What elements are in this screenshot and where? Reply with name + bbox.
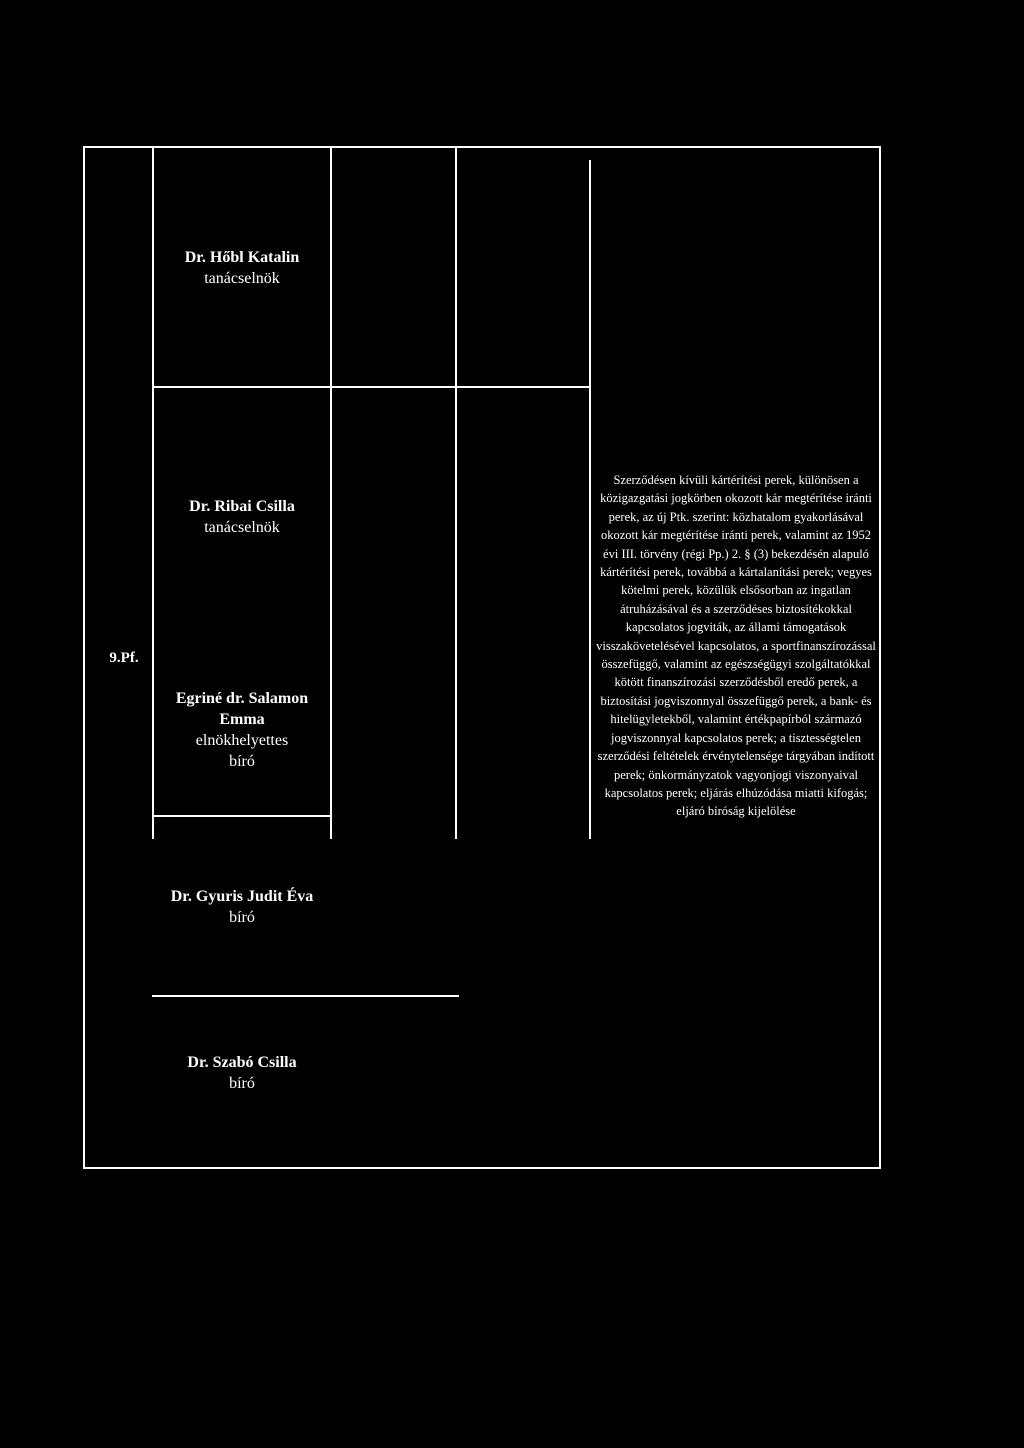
judge-salamon <box>154 688 330 772</box>
table-right-border <box>879 146 881 1169</box>
judge-title: tanácselnök <box>204 270 280 287</box>
row-divider-2 <box>152 815 331 817</box>
judge-name: Dr. Ribai Csilla <box>189 498 295 515</box>
judge-name-line1: Egriné dr. Salamon <box>175 690 309 707</box>
judge-hobl <box>154 247 330 289</box>
case-description: Szerződésen kívüli kártérítési perek, különösen a közigazgatási jogkörben okozott kár megtérítése iránti perek, az új Ptk. szerint: közhatalom gyakorlásával okozott kár megtérítése iránti perek, valamint az 1952 évi III. törvény (régi Pp.) 2. § (3) bekezdésén alapuló kártérítési perek, továbbá a kártalanítási perek; vegyes kötelmi perek, közülük elsősorban az ingatlan átruházásával és a szerződéses biztosítékokkal kapcsolatos jogviták, az állami támogatások visszakövetelésével kapcsolatos, a sportfinanszírozással összefüggő, valamint az egészségügyi szolgáltatókkal kötött finanszírozási szerződésből eredő perek, a biztosítási jogviszonnyal összefüggő perek, a bank- és hitelügyletekből, valamint értékpapírból származó jogviszonnyal kapcsolatos perek; a tisztességtelen szerződési feltételek érvénytelensége tárgyában indított perek; önkormányzatok vagyonjogi viszonyaival kapcsolatos perek; eljárás elhúzódása miatti kifogás; eljáró bíróság kijelölése <box>596 473 876 819</box>
judge-title-line1: elnökhelyettes <box>195 732 289 749</box>
table-bottom-border <box>83 1167 881 1169</box>
judge-gyuris <box>150 886 334 928</box>
judge-name: Dr. Hőbl Katalin <box>184 249 300 266</box>
judge-title: bíró <box>229 1075 255 1092</box>
row-divider-1 <box>152 386 589 388</box>
judge-szabo <box>150 1052 334 1094</box>
judge-name: Dr. Szabó Csilla <box>187 1054 297 1071</box>
judge-title: tanácselnök <box>204 519 280 536</box>
department-label: 9.Pf. <box>109 650 139 666</box>
judge-title: bíró <box>229 909 255 926</box>
table-top-border <box>83 146 881 148</box>
judge-title-line2: bíró <box>229 753 255 770</box>
row-divider-3 <box>152 995 459 997</box>
judge-name-line2: Emma <box>219 711 265 728</box>
judge-name: Dr. Gyuris Judit Éva <box>170 888 314 905</box>
table-left-border <box>83 146 85 1169</box>
column-divider-3 <box>455 146 457 839</box>
judge-ribai <box>154 496 330 538</box>
column-divider-2 <box>330 146 332 839</box>
column-divider-4 <box>589 160 591 839</box>
